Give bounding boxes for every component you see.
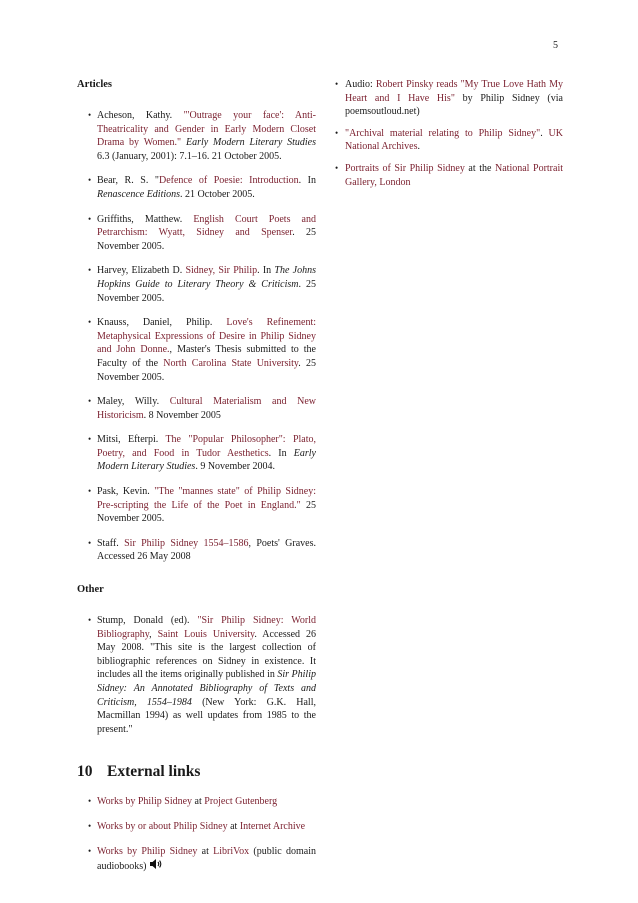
- section-number: 10: [77, 763, 93, 781]
- reference-item: [333, 162, 563, 189]
- reference-title-italic: Renascence Editions: [97, 188, 181, 200]
- bullet-icon: •: [88, 434, 92, 445]
- reference-item: [77, 845, 316, 875]
- reference-text: at: [197, 845, 214, 857]
- bullet-icon: •: [335, 79, 339, 89]
- reference-item: [333, 78, 563, 119]
- reference-text: . In: [268, 447, 294, 459]
- reference-link[interactable]: UK National Archives: [345, 127, 563, 153]
- reference-text: Bear, R. S. ": [97, 175, 159, 187]
- reference-text: , Master's Thesis submitted to the Faculty of the: [97, 344, 316, 369]
- reference-text: Maley, Willy.: [97, 396, 170, 408]
- reference-text: . 8 November 2005: [143, 409, 221, 421]
- reference-item: [77, 537, 316, 564]
- reference-text: , Poets' Graves. Accessed 26 May 2008: [97, 537, 316, 563]
- bullet-icon: •: [88, 265, 92, 276]
- articles-list: [77, 109, 316, 564]
- reference-link[interactable]: Sir Philip Sidney 1554–1586: [124, 537, 249, 549]
- reference-link[interactable]: National Portrait Gallery, London: [345, 162, 563, 188]
- reference-link[interactable]: Works by Philip Sidney: [97, 796, 193, 808]
- reference-link[interactable]: Defence of Poesie: Introduction: [158, 175, 299, 187]
- other-heading: Other: [77, 584, 104, 596]
- reference-link[interactable]: North Carolina State University: [163, 357, 299, 369]
- reference-link[interactable]: Saint Louis University: [157, 628, 255, 640]
- reference-link[interactable]: Internet Archive: [239, 820, 306, 832]
- other-list: [77, 614, 316, 736]
- reference-link[interactable]: Love's Refinement: Metaphysical Expressions of Desire in Philip Sidney and John Donne.: [97, 317, 317, 356]
- reference-item: [77, 109, 316, 163]
- reference-item: [77, 795, 316, 809]
- bullet-icon: •: [88, 486, 92, 497]
- reference-text: . In: [298, 175, 316, 187]
- reference-text: Mitsi, Efterpi.: [97, 434, 166, 446]
- reference-text: . 21 October 2005.: [180, 188, 255, 200]
- bullet-icon: •: [88, 615, 92, 626]
- page-number: 5: [553, 40, 558, 51]
- reference-link[interactable]: Works by Philip Sidney: [97, 845, 198, 857]
- reference-link[interactable]: English Court Poets and Petrarchism: Wyatt, Sidney and Spenser: [97, 213, 316, 239]
- reference-text: . 25 November 2005.: [97, 278, 316, 304]
- bullet-icon: •: [88, 213, 92, 224]
- reference-item: [77, 213, 316, 254]
- reference-text: by Philip Sidney (via poemsoutloud.net): [345, 92, 563, 118]
- reference-item: [77, 174, 316, 201]
- reference-title-italic: Early Modern Literary Studies: [185, 137, 317, 149]
- reference-text: Audio:: [345, 79, 376, 90]
- reference-text: Stump, Donald (ed).: [97, 615, 198, 627]
- reference-item: [77, 316, 316, 384]
- reference-link[interactable]: Project Gutenberg: [204, 796, 278, 808]
- reference-link[interactable]: "Sir Philip Sidney: World Bibliography: [97, 615, 316, 640]
- bullet-icon: •: [88, 796, 92, 807]
- reference-text: Pask, Kevin.: [97, 486, 155, 498]
- reference-item: [77, 395, 316, 422]
- external-links-list: [77, 795, 316, 874]
- section-title-external-links: [77, 762, 316, 782]
- reference-text: . In: [257, 265, 275, 277]
- reference-link[interactable]: The "Popular Philosopher": Plato, Poetry, and Food in Tudor Aesthetics: [97, 434, 317, 459]
- reference-text: ,: [149, 628, 158, 640]
- reference-text: . 25 November 2005.: [97, 357, 317, 383]
- reference-link[interactable]: Works by or about Philip Sidney: [97, 820, 228, 832]
- reference-link[interactable]: Portraits of Sir Philip Sidney: [345, 162, 465, 174]
- bullet-icon: •: [88, 110, 92, 120]
- left-column: [77, 78, 316, 886]
- speaker-icon[interactable]: [149, 858, 163, 875]
- reference-link[interactable]: "'Outrage your face': Anti-Theatricality and Gender in Early Modern Closet Drama by Women.": [97, 110, 317, 149]
- bullet-icon: •: [335, 127, 339, 138]
- reference-link[interactable]: Sidney, Sir Philip: [185, 265, 258, 277]
- reference-text: 6.3 (January, 2001): 7.1–16. 21 October 2005.: [97, 150, 282, 162]
- reference-link[interactable]: Cultural Materialism and New Historicism: [97, 396, 316, 421]
- reference-item: [77, 614, 316, 736]
- bullet-icon: •: [88, 396, 92, 407]
- reference-text: Harvey, Elizabeth D.: [97, 265, 186, 277]
- reference-item: [77, 433, 316, 474]
- reference-text: . 25 November 2005.: [97, 227, 316, 252]
- reference-link[interactable]: Robert Pinsky reads "My True Love Hath My Heart and I Have His": [345, 79, 563, 104]
- reference-title-italic: Sir Philip Sidney: An Annotated Bibliography of Texts and Criticism, 1554–1984: [97, 669, 316, 708]
- reference-item: [77, 264, 316, 305]
- reference-item: [77, 485, 316, 526]
- reference-item: [77, 820, 316, 834]
- reference-item: [333, 127, 563, 154]
- reference-text: .: [417, 141, 420, 153]
- reference-link[interactable]: "The "mannes state" of Philip Sidney: Pre-scripting the Life of the Poet in England.": [97, 486, 316, 511]
- reference-text: at: [192, 796, 205, 808]
- reference-text: . 9 November 2004.: [195, 461, 276, 473]
- reference-text: Knauss, Daniel, Philip.: [97, 317, 227, 329]
- reference-text: Staff.: [97, 537, 125, 549]
- reference-title-italic: The Johns Hopkins Guide to Literary Theory & Criticism: [97, 265, 316, 290]
- bullet-icon: •: [88, 537, 92, 548]
- reference-text: (public domain audiobooks): [97, 845, 316, 873]
- bullet-icon: •: [88, 820, 92, 831]
- section-title-text: External links: [107, 763, 201, 781]
- reference-text: at: [227, 820, 240, 832]
- bullet-icon: •: [88, 845, 92, 856]
- reference-link[interactable]: "Archival material relating to Philip Sidney": [345, 127, 541, 139]
- bullet-icon: •: [335, 162, 339, 173]
- reference-title-italic: Early Modern Literary Studies: [97, 447, 316, 473]
- reference-text: . Accessed 26 May 2008. "This site is the largest collection of bibliographic references on Sidney in existence. It includes all the items originally published in: [97, 628, 316, 681]
- articles-heading: Articles: [77, 79, 112, 90]
- bullet-icon: •: [88, 175, 92, 186]
- right-column: [333, 78, 563, 197]
- reference-text: .: [540, 127, 549, 139]
- right-column-list: [333, 78, 563, 189]
- reference-text: Griffiths, Matthew.: [97, 213, 194, 225]
- bullet-icon: •: [88, 317, 92, 328]
- reference-text: at the: [464, 162, 495, 174]
- reference-text: (New York: G.K. Hall, Macmillan 1994) as well updates from 1985 to the present.": [97, 696, 316, 735]
- reference-link[interactable]: LibriVox: [213, 845, 250, 857]
- reference-text: Acheson, Kathy.: [97, 110, 184, 121]
- reference-text: 25 November 2005.: [97, 499, 316, 525]
